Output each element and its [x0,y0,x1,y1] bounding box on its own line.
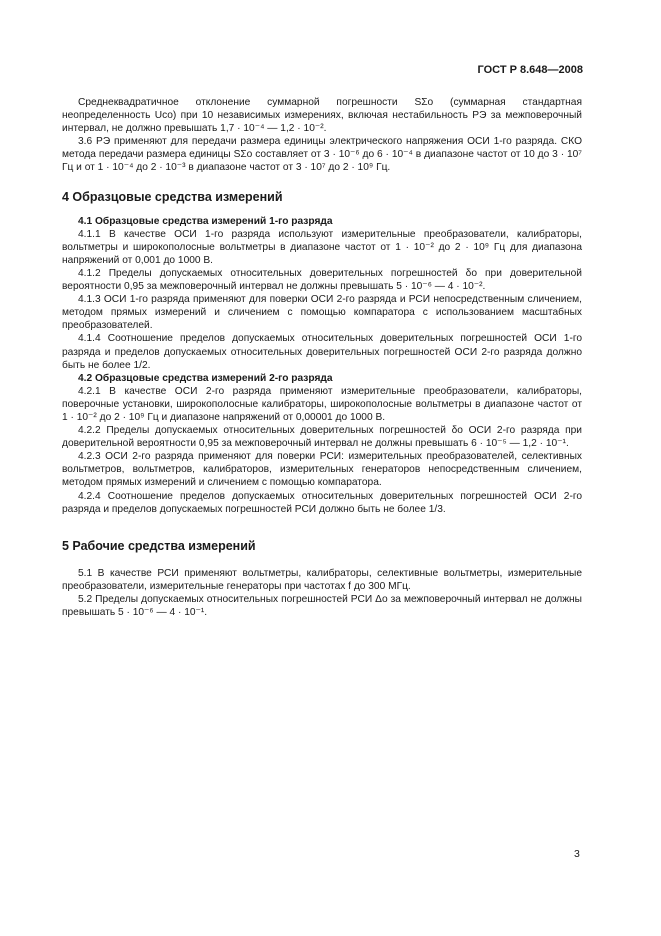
paragraph-4-2-3: 4.2.3 ОСИ 2-го разряда применяют для поверки РСИ: измерительных преобразователей, селективных вольтметров, вольтметров, калибраторов, измерительных генераторов непосредственным сличением, методом прямых измерений и сличением с помощью компаратора. [62,451,582,489]
paragraph-rms-deviation: Среднеквадратичное отклонение суммарной погрешности SΣo (суммарная стандартная неопределенность Uco) при 10 независимых измерениях, включая нестабильность РЭ за межповерочный интервал, не должно превышать 1,7 · 10⁻⁴ — 1,2 · 10⁻². [62,97,582,135]
subsection-4-2-heading: 4.2 Образцовые средства измерений 2-го разряда [78,372,333,384]
section-4-heading: 4 Образцовые средства измерений [62,189,283,204]
paragraph-4-2-4: 4.2.4 Соотношение пределов допускаемых относительных доверительных погрешностей ОСИ 2-го разряда и пределов допускаемых погрешностей РСИ должно быть не более 1/3. [62,490,582,515]
paragraph-3-6: 3.6 РЭ применяют для передачи размера единицы электрического напряжения ОСИ 1-го разряда. СКО метода передачи размера единицы SΣo составляет от 3 · 10⁻⁶ до 6 · 10⁻⁴ в диапазоне частот от 10 до 3 · 10⁷ Гц и от 1 · 10⁻⁴ до 2 · 10⁻³ в диапазоне частот от 3 · 10⁷ до 2 · 10⁹ Гц. [62,136,582,174]
section-5-heading: 5 Рабочие средства измерений [62,538,256,553]
paragraph-5-1: 5.1 В качестве РСИ применяют вольтметры, калибраторы, селективные вольтметры, измерительные преобразователи, измерительные генераторы при частотах f до 300 МГц. [62,567,582,592]
paragraph-4-1-2: 4.1.2 Пределы допускаемых относительных доверительных погрешностей δo при доверительной вероятности 0,95 за межповерочный интервал не должны превышать 5 · 10⁻⁶ — 4 · 10⁻². [62,267,582,293]
paragraph-4-1-4: 4.1.4 Соотношение пределов допускаемых относительных доверительных погрешностей ОСИ 1-го разряда и пределов допускаемых относительных доверительных погрешностей ОСИ 2-го разряда должно быть не более 1/2. [62,333,582,371]
standard-designation: ГОСТ Р 8.648—2008 [477,64,583,76]
subsection-4-1-heading: 4.1 Образцовые средства измерений 1-го разряда [78,215,333,227]
paragraph-4-2-2: 4.2.2 Пределы допускаемых относительных доверительных погрешностей δo ОСИ 2-го разряда при доверительной вероятности 0,95 за межповерочный интервал не должны превышать 6 · 10⁻⁵ — 1,2 · 10⁻¹. [62,425,582,450]
page-body [62,96,582,619]
paragraph-4-2-1: 4.2.1 В качестве ОСИ 2-го разряда применяют измерительные преобразователи, калибраторы, поверочные установки, широкополосные калибраторы, широкополосные вольтметры в диапазоне частот от 1 · 10⁻² до 2 · 10⁹ Гц и диапазоне напряжений от 0,00001 до 1000 В. [62,385,582,423]
paragraph-5-2: 5.2 Пределы допускаемых относительных погрешностей РСИ Δo за межповерочный интервал не должны превышать 5 · 10⁻⁶ — 4 · 10⁻¹. [62,593,582,618]
page-number: 3 [574,848,580,860]
paragraph-4-1-3: 4.1.3 ОСИ 1-го разряда применяют для поверки ОСИ 2-го разряда и РСИ непосредственным сличением, методом прямых измерений и сличением с помощью компаратора с использованием масштабных преобразователей. [62,294,582,332]
paragraph-4-1-1: 4.1.1 В качестве ОСИ 1-го разряда используют измерительные преобразователи, калибраторы, вольтметры и широкополосные вольтметры в диапазоне частот от 1 · 10⁻² до 2 · 10⁹ Гц для диапазона напряжений от 0,001 до 1000 В. [62,228,582,266]
